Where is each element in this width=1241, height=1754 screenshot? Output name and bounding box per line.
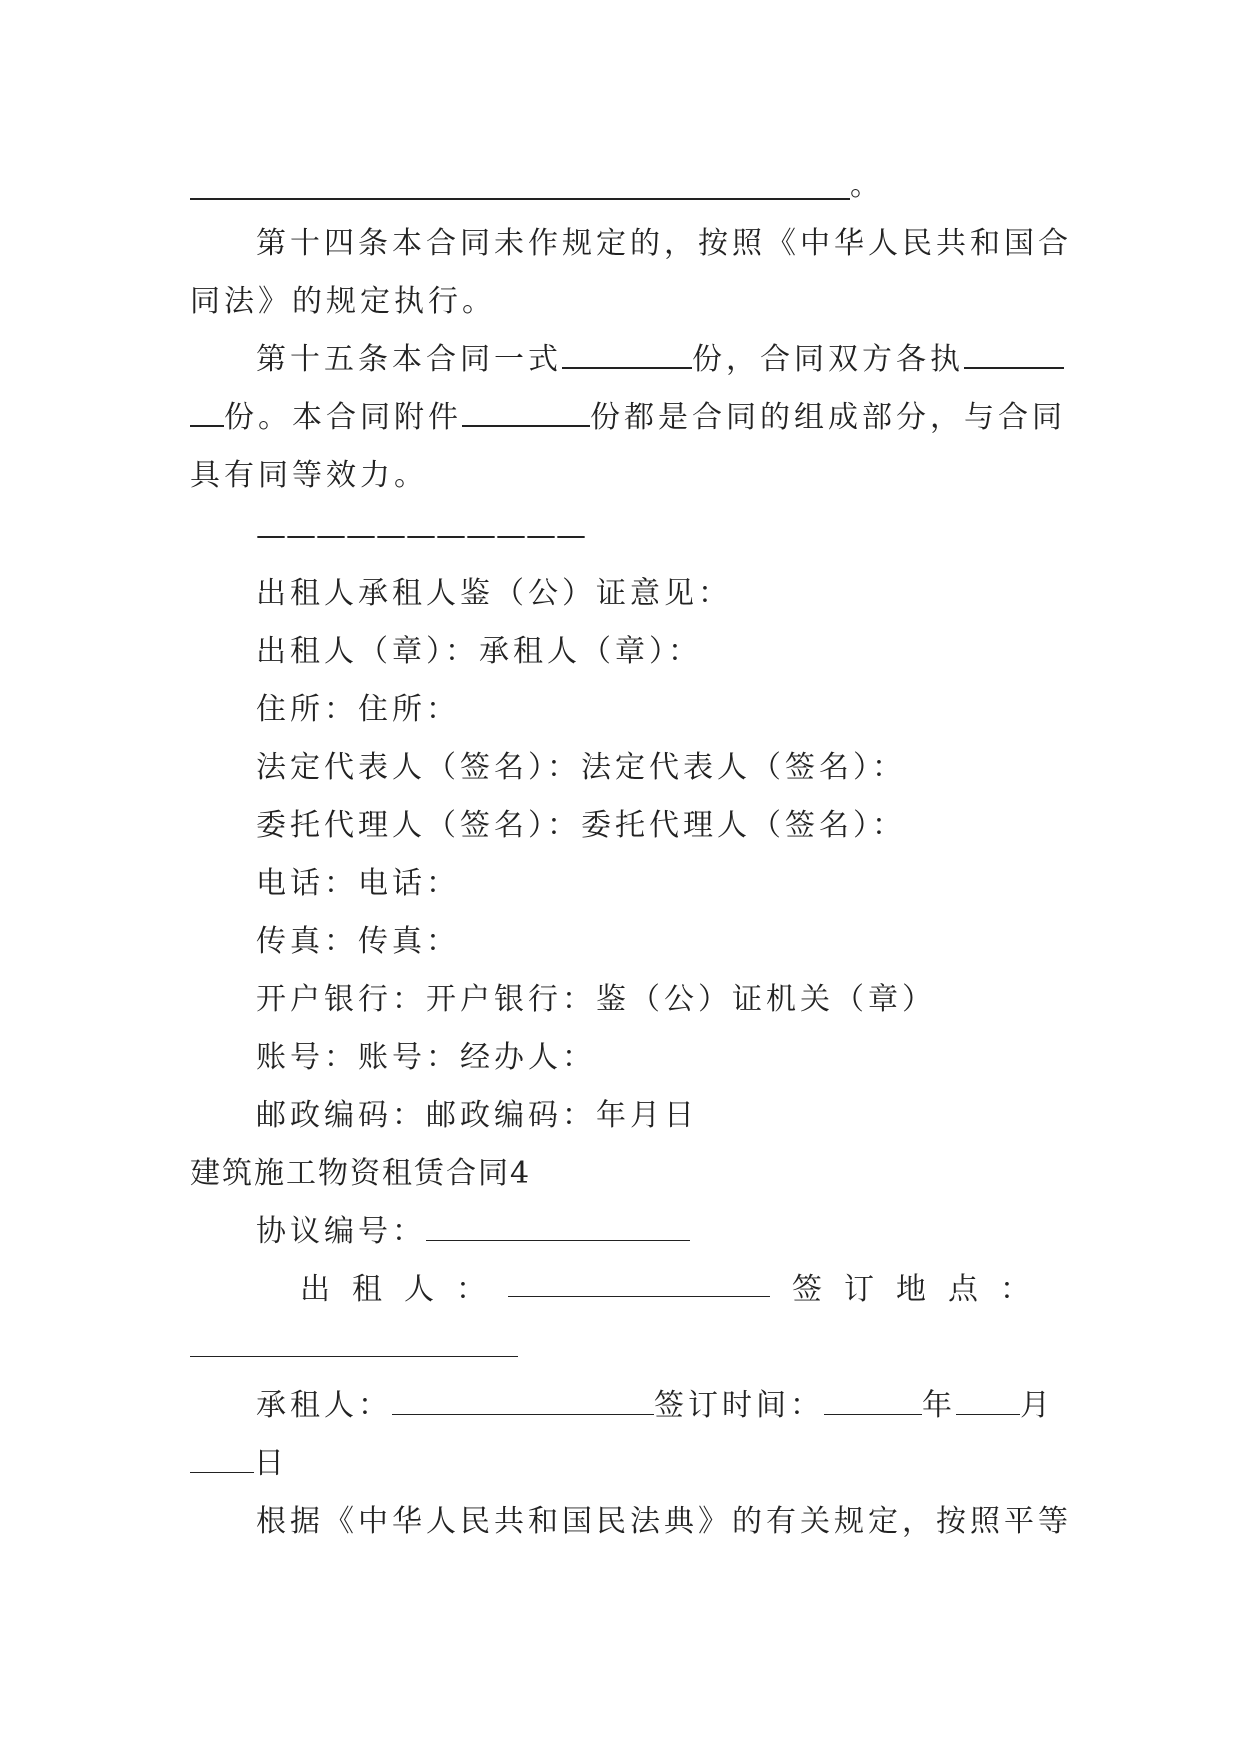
text-segment: 承租人： bbox=[256, 1388, 392, 1423]
bank-line: 开户银行：开户银行：鉴（公）证机关（章） bbox=[256, 982, 936, 1017]
lessee-signing-time-line bbox=[256, 1386, 1054, 1426]
article-15-line-2 bbox=[190, 398, 1066, 438]
text-segment: 日 bbox=[254, 1446, 288, 1481]
address-line: 住所：住所： bbox=[256, 692, 460, 727]
lessee-blank bbox=[392, 1388, 654, 1415]
signing-place-blank bbox=[190, 1356, 518, 1357]
text-segment: 第十五条本合同一式 bbox=[256, 342, 562, 377]
article-14-line-2: 同法》的规定执行。 bbox=[190, 284, 496, 319]
account-line: 账号：账号：经办人： bbox=[256, 1040, 596, 1075]
copies-each-blank-cont bbox=[190, 399, 224, 427]
phone-line: 电话：电话： bbox=[256, 866, 460, 901]
text-segment: 年 bbox=[922, 1388, 956, 1423]
fill-in-blank bbox=[190, 198, 850, 200]
copies-each-blank bbox=[964, 341, 1064, 369]
dash-separator: ——————————— bbox=[256, 518, 586, 553]
label-char: ： bbox=[456, 1272, 486, 1307]
label-char: ： bbox=[1000, 1272, 1030, 1307]
lessor-signing-place-line bbox=[300, 1270, 1030, 1310]
text-segment: 份都是合同的组成部分，与合同 bbox=[590, 400, 1066, 435]
text-segment: 份，合同双方各执 bbox=[692, 342, 964, 377]
sentence-end-mark: 。 bbox=[850, 168, 884, 203]
label-char: 订 bbox=[844, 1272, 874, 1307]
text-segment: 份。本合同附件 bbox=[224, 400, 462, 435]
label-char: 租 bbox=[352, 1272, 382, 1307]
label-char: 地 bbox=[896, 1272, 926, 1307]
label-char: 签 bbox=[792, 1272, 822, 1307]
month-blank bbox=[956, 1388, 1020, 1415]
contract-title: 建筑施工物资租赁合同4 bbox=[190, 1156, 532, 1191]
preamble-line: 根据《中华人民共和国民法典》的有关规定，按照平等 bbox=[256, 1504, 1072, 1539]
text-segment: 协议编号： bbox=[256, 1214, 426, 1249]
signature-header: 出租人承租人鉴（公）证意见： bbox=[256, 576, 732, 611]
label-char: 点 bbox=[948, 1272, 978, 1307]
article-14-line-1: 第十四条本合同未作规定的，按照《中华人民共和国合 bbox=[256, 226, 1072, 261]
day-line bbox=[190, 1444, 288, 1484]
attachment-count-blank bbox=[462, 399, 590, 427]
postcode-line: 邮政编码：邮政编码：年月日 bbox=[256, 1098, 698, 1133]
label-char: 出 bbox=[300, 1272, 330, 1307]
agent-line: 委托代理人（签名）：委托代理人（签名）： bbox=[256, 808, 906, 843]
day-blank bbox=[190, 1446, 254, 1473]
text-segment: 签订时间： bbox=[654, 1388, 824, 1423]
label-char: 人 bbox=[404, 1272, 434, 1307]
year-blank bbox=[824, 1388, 922, 1415]
article-15-line-1 bbox=[256, 340, 1064, 380]
agreement-number-blank bbox=[426, 1214, 690, 1241]
copies-count-blank bbox=[562, 341, 692, 369]
fax-line: 传真：传真： bbox=[256, 924, 460, 959]
agreement-number-line bbox=[256, 1212, 690, 1252]
article-15-line-3: 具有同等效力。 bbox=[190, 458, 428, 493]
lessor-blank bbox=[508, 1270, 770, 1297]
legal-rep-line: 法定代表人（签名）：法定代表人（签名）： bbox=[256, 750, 906, 785]
seal-line: 出租人（章）：承租人（章）： bbox=[256, 634, 702, 669]
text-segment: 月 bbox=[1020, 1388, 1054, 1423]
